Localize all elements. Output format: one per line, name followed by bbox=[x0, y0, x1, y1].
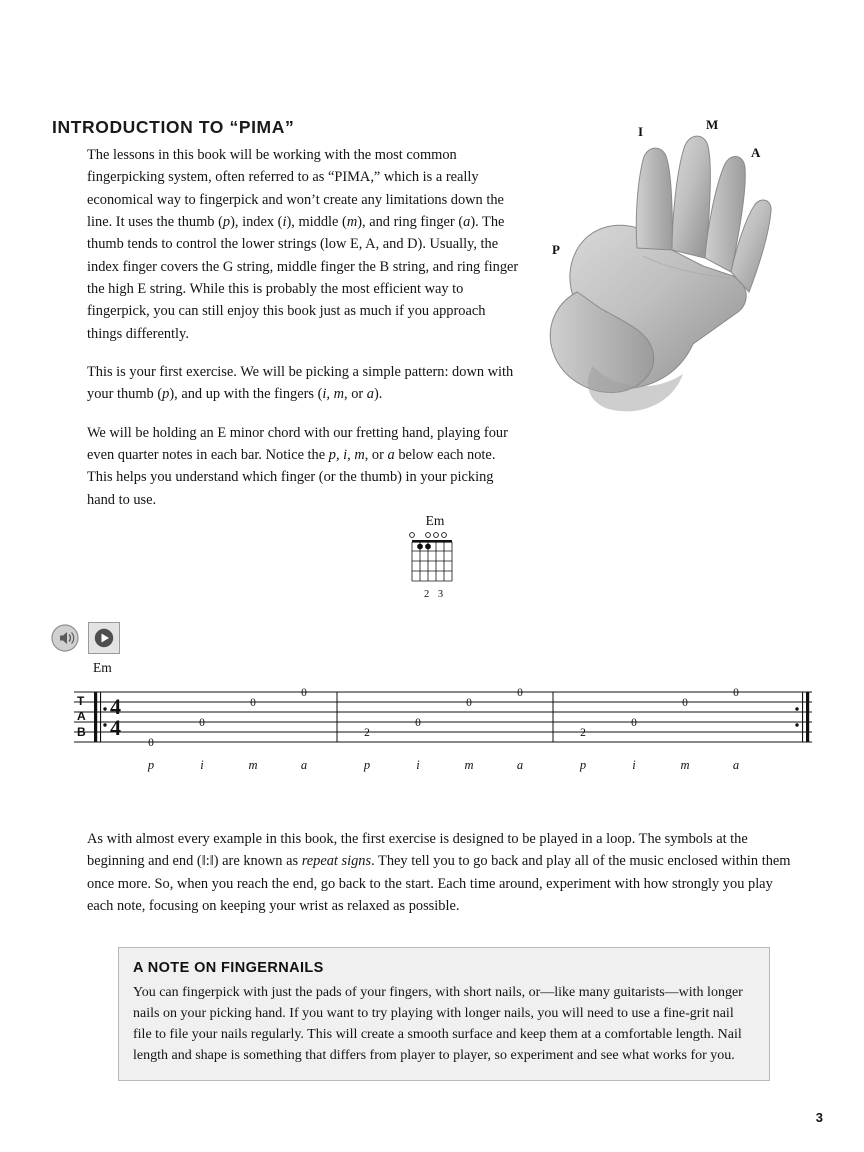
paragraph-3-seg-2: , or bbox=[364, 446, 388, 463]
hand-label-middle: M bbox=[706, 117, 719, 132]
tab-fret-number: 0 bbox=[682, 697, 688, 709]
chord-grid-svg bbox=[409, 531, 461, 587]
note-box-title: A NOTE ON FINGERNAILS bbox=[133, 960, 324, 976]
paragraph-1-seg-2: ), index ( bbox=[230, 213, 283, 230]
hand-label-ring: A bbox=[751, 145, 761, 160]
paragraph-2-seg-6: ). bbox=[374, 386, 383, 403]
note-box-text: You can fingerpick with just the pads of your fingers, with short nails, or—like many guitarists—with longer nails on your picking hand. If you want to try playing with longer nails, you will need to use a fine-grit nail file to file your nails regularly. This will create a smooth surface and keep them at a comfortable length. Nail length and shape is something that differs from player to player, so experiment and see what works for you. bbox=[133, 985, 743, 1063]
repeat-signs-paragraph bbox=[87, 828, 797, 917]
play-icon[interactable] bbox=[88, 622, 120, 654]
paragraph-3-seg-3: a bbox=[387, 446, 395, 463]
svg-text:T: T bbox=[77, 694, 85, 708]
tab-fret-number: 2 bbox=[364, 727, 370, 739]
paragraph-2-seg-1: p bbox=[162, 386, 170, 403]
paragraph-2-seg-2: ), and up with the fingers ( bbox=[169, 386, 323, 403]
paragraph-1-seg-5: m bbox=[346, 213, 358, 230]
hand-illustration bbox=[533, 116, 823, 426]
pima-letter: a bbox=[300, 758, 308, 772]
tab-fret-number: 0 bbox=[250, 697, 256, 709]
tab-fret-number: 0 bbox=[148, 737, 154, 749]
pima-letter: p bbox=[579, 758, 587, 772]
tab-fret-number: 0 bbox=[733, 687, 739, 699]
chord-grid bbox=[409, 531, 461, 587]
repeat-paragraph-seg-0: As with almost every example in this book, the first exercise is designed to be played in a loop. The symbols at the beginning and end (‖:‖) are known as bbox=[87, 831, 748, 870]
chord-diagram-em bbox=[404, 513, 466, 600]
body-text-column bbox=[87, 144, 521, 511]
hand-label-index: I bbox=[638, 124, 644, 139]
tab-chord-label: Em bbox=[93, 660, 112, 675]
paragraph-1-seg-7: a bbox=[463, 213, 471, 230]
paragraph-1-seg-4: ), middle ( bbox=[286, 213, 347, 230]
tab-fret-number: 0 bbox=[199, 717, 205, 729]
svg-text:4: 4 bbox=[110, 715, 121, 740]
pima-letter: m bbox=[464, 758, 474, 772]
pima-letter: a bbox=[516, 758, 524, 772]
page-title: INTRODUCTION TO “PIMA” bbox=[52, 117, 295, 137]
paragraph-2-seg-0: This is your first exercise. We will be picking a simple pattern: down with your thumb ( bbox=[87, 363, 514, 403]
paragraph-1 bbox=[87, 144, 521, 345]
paragraph-2-seg-3: i, m bbox=[322, 386, 345, 403]
svg-text:A: A bbox=[77, 709, 86, 723]
pima-letter: m bbox=[248, 758, 258, 772]
paragraph-1-seg-6: ), and ring finger ( bbox=[357, 213, 464, 230]
pima-row bbox=[60, 758, 820, 774]
pima-letter: i bbox=[632, 758, 636, 772]
hand-diagram bbox=[533, 116, 823, 426]
svg-text:4: 4 bbox=[110, 694, 121, 719]
speaker-icon[interactable] bbox=[50, 623, 80, 653]
tablature-staff bbox=[60, 660, 820, 790]
tab-fret-number: 0 bbox=[517, 687, 523, 699]
paragraph-1-seg-0: The lessons in this book will be working with the most common fingerpicking system, often referred to as “PIMA,” which is a really economical way to fingerpick and won’t create any limitations down the line. It uses the thumb ( bbox=[87, 147, 504, 230]
chord-name: Em bbox=[425, 513, 445, 528]
paragraph-2 bbox=[87, 361, 521, 406]
pima-letter: i bbox=[416, 758, 420, 772]
tab-fret-number: 0 bbox=[631, 717, 637, 729]
tab-fret-number: 0 bbox=[466, 697, 472, 709]
paragraph-1-seg-3: i bbox=[282, 213, 287, 230]
repeat-paragraph-seg-2: . They tell you to go back and play all of the music enclosed within them once more. So, when you reach the end, go back to the start. Each time around, experiment with how strongly you play each note, focusing on keeping your wrist as relaxed as possible. bbox=[87, 853, 791, 914]
chord-finger-numbers: 2 3 bbox=[423, 589, 447, 600]
hand-label-thumb: P bbox=[552, 242, 560, 257]
pima-letter: p bbox=[363, 758, 371, 772]
tab-fret-number: 0 bbox=[301, 687, 307, 699]
pima-letter: p bbox=[147, 758, 155, 772]
paragraph-3 bbox=[87, 422, 521, 511]
tab-fret-number: 0 bbox=[415, 717, 421, 729]
pima-letter: m bbox=[680, 758, 690, 772]
repeat-paragraph-seg-1: repeat signs bbox=[301, 853, 372, 870]
svg-text:B: B bbox=[77, 725, 86, 739]
paragraph-3-seg-0: We will be holding an E minor chord with our fretting hand, playing four even quarter notes in each bar. Notice the bbox=[87, 424, 508, 463]
fingernails-note-box bbox=[118, 947, 770, 1081]
page-number: 3 bbox=[815, 1110, 823, 1125]
pima-letter: i bbox=[200, 758, 204, 772]
paragraph-2-seg-5: a bbox=[366, 386, 374, 403]
paragraph-3-seg-1: p, i, m bbox=[328, 446, 365, 463]
paragraph-1-seg-8: ). The thumb tends to control the lower strings (low E, A, and D). Usually, the index finger covers the G string, middle finger the B string, and ring finger the high E string. While this is probably the most efficient way to fingerpick, you can still enjoy this book just as much if you approach things differently. bbox=[87, 213, 519, 342]
tab-fret-number: 2 bbox=[580, 727, 586, 739]
paragraph-3-seg-4: below each note. This helps you understand which finger (or the thumb) in your picking hand to use. bbox=[87, 446, 496, 508]
paragraph-1-seg-1: p bbox=[222, 213, 231, 230]
paragraph-2-seg-4: , or bbox=[344, 386, 367, 403]
pima-letter: a bbox=[732, 758, 740, 772]
audio-controls[interactable] bbox=[50, 622, 120, 654]
